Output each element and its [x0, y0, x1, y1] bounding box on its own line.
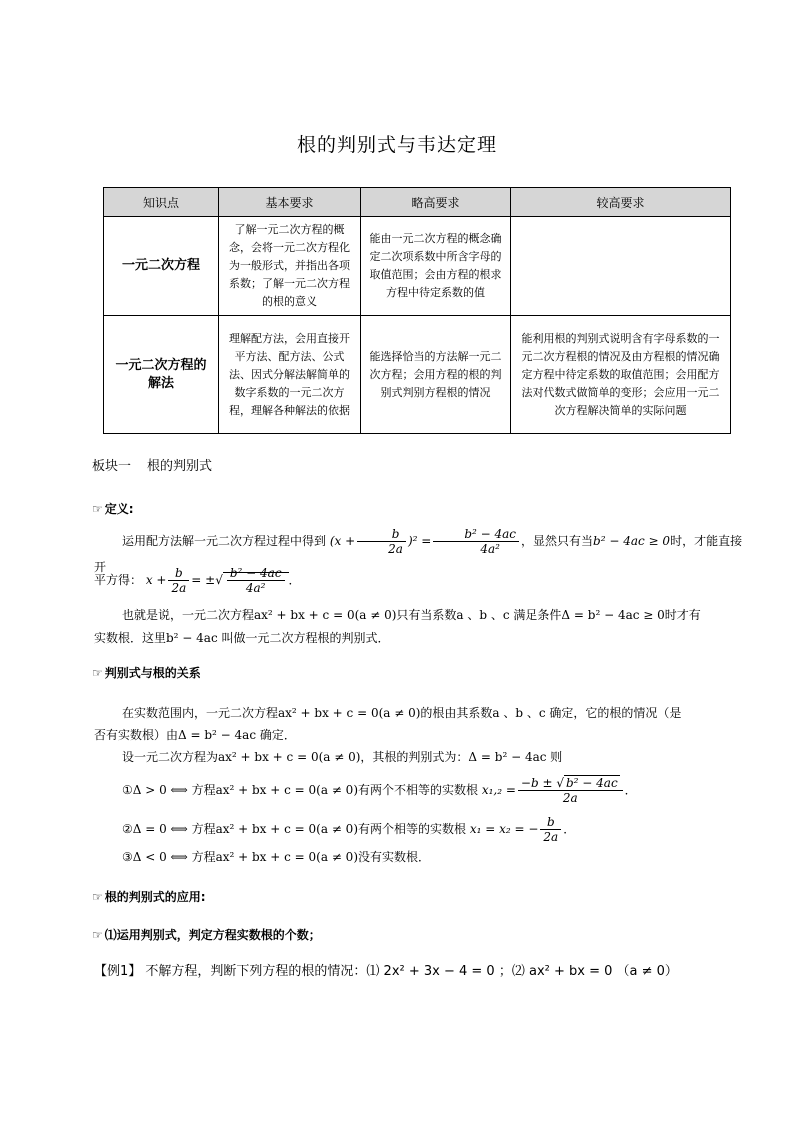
table-cell: 了解一元二次方程的概念，会将一元二次方程化为一般形式，并指出各项系数；了解一元二次方程的根的意义 [219, 217, 361, 316]
definition-heading: ☞ 定义: [92, 502, 134, 516]
case-3: ③Δ < 0 ⟺ 方程ax² + bx + c = 0(a ≠ 0)没有实数根． [122, 850, 430, 864]
definition-paragraph-3: 也就是说，一元二次方程ax² + bx + c = 0(a ≠ 0)只有当系数a 、b 、c 满足条件Δ = b² − 4ac ≥ 0时才有 [122, 608, 701, 622]
table-cell-topic: 一元二次方程 [104, 217, 219, 316]
pointing-hand-icon: ☞ [92, 890, 103, 904]
application-subheading: ☞ ⑴运用判别式，判定方程实数根的个数； [92, 928, 321, 942]
requirements-table [103, 187, 731, 434]
table-cell: 能利用根的判别式说明含有字母系数的一元二次方程根的情况及由方程根的情况确定方程中待定系数的取值范围；会用配方法对代数式做简单的变形；会应用一元二次方程解决简单的实际问题 [511, 316, 731, 434]
definition-paragraph-4: 实数根．这里b² − 4ac 叫做一元二次方程根的判别式． [94, 631, 390, 645]
table-cell: 能选择恰当的方法解一元二次方程；会用方程的根的判别式判别方程根的情况 [361, 316, 511, 434]
case-1: ①Δ > 0 ⟺ 方程ax² + bx + c = 0(a ≠ 0)有两个不相等的实数根 x₁,₂ = $\frac{\text{−b ± √ b² − 4ac}}{2a}$ ． [122, 776, 637, 805]
application-heading: ☞ 根的判别式的应用: [92, 890, 206, 904]
section-name: 根的判别式 [147, 459, 213, 474]
relation-paragraph-1: 在实数范围内，一元二次方程ax² + bx + c = 0(a ≠ 0)的根由其系数a 、b 、c 确定，它的根的情况（是 [122, 706, 682, 720]
table-row [104, 316, 731, 434]
table-header: 略高要求 [361, 188, 511, 217]
table-cell-topic: 一元二次方程的解法 [104, 316, 219, 434]
relation-paragraph-2: 否有实数根）由Δ = b² − 4ac 确定． [94, 728, 296, 742]
pointing-hand-icon: ☞ [92, 928, 103, 942]
pointing-hand-icon: ☞ [92, 502, 103, 516]
table-header: 知识点 [104, 188, 219, 217]
page-title: 根的判别式与韦达定理 [296, 134, 497, 156]
definition-paragraph-2: 平方得： x + $\frac{b}{2a}$ = ±√ $\frac{\text{b² − 4ac}}{\text{4a²}}$ ． [94, 566, 301, 595]
example-text: 不解方程，判断下列方程的根的情况：⑴ 2x² + 3x − 4 = 0 ；⑵ ax² + bx = 0 （a ≠ 0） [145, 964, 678, 979]
relation-paragraph-3: 设一元二次方程为ax² + bx + c = 0(a ≠ 0)，其根的判别式为：Δ = b² − 4ac 则 [122, 750, 563, 764]
example-label: 【例1】 [94, 964, 142, 979]
table-row [104, 217, 731, 316]
table-cell [511, 217, 731, 316]
definition-paragraph-1: 运用配方法解一元二次方程过程中得到 (x + $\frac{b}{2a}$ )² = $\frac{\text{b² − 4ac}}{\text{4a²}}$ ，显然只有当b² − 4ac ≥ 0时，才能直接开 [94, 527, 743, 574]
relation-heading: ☞ 判别式与根的关系 [92, 666, 201, 680]
case-2: ②Δ = 0 ⟺ 方程ax² + bx + c = 0(a ≠ 0)有两个相等的实数根 x₁ = x₂ = − $\frac{b}{2a}$ ． [122, 815, 576, 844]
table-cell: 能由一元二次方程的概念确定二次项系数中所含字母的取值范围；会由方程的根求方程中待定系数的值 [361, 217, 511, 316]
pointing-hand-icon: ☞ [92, 666, 103, 680]
section-label: 板块一 [92, 459, 132, 474]
table-header-row [104, 188, 731, 217]
section-heading [92, 455, 228, 474]
table-header: 较高要求 [511, 188, 731, 217]
table-header: 基本要求 [219, 188, 361, 217]
table-cell: 理解配方法，会用直接开平方法、配方法、公式法、因式分解法解简单的数字系数的一元二次方程，理解各种解法的依据 [219, 316, 361, 434]
example-1 [94, 960, 678, 979]
